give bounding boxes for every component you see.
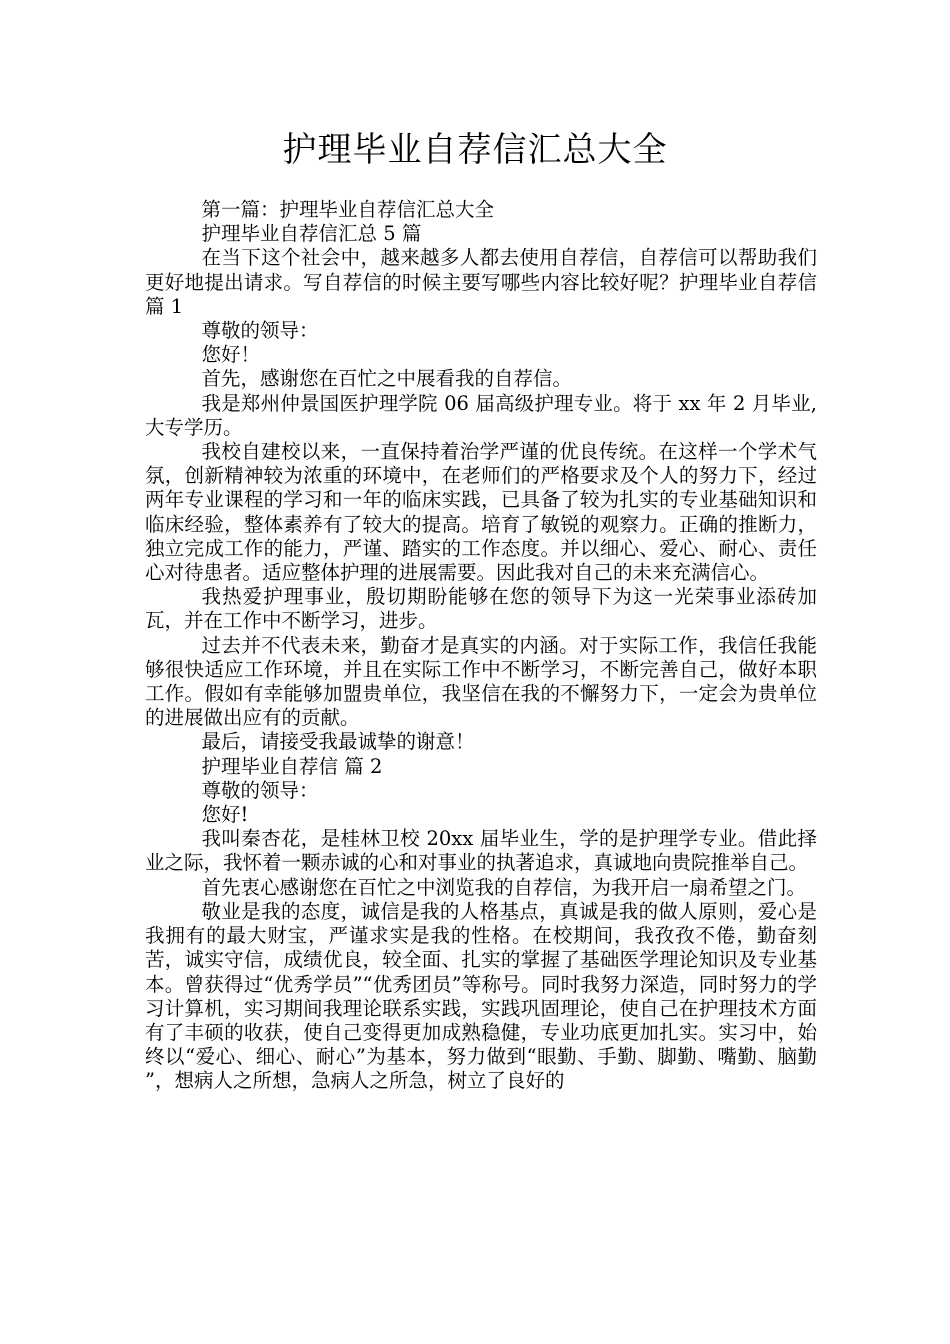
paragraph: 首先，感谢您在百忙之中展看我的自荐信。 — [201, 367, 573, 391]
paragraph: 我校自建校以来，一直保持着治学严谨的优良传统。在这样一个学术气氛，创新精神较为浓重的环境中，在老师们的严格要求及个人的努力下，经过两年专业课程的学习和一年的临床实践，已具备了较为扎实的专业基础知识和临床经验，整体素养有了较大的提高。培育了敏锐的观察力。正确的推断力，独立完成工作的能力，严谨、踏实的工作态度。并以细心、爱心、耐心、责任心对待患者。适应整体护理的进展需要。因此我对自己的未来充满信心。 — [145, 440, 817, 585]
document-body — [145, 198, 817, 1094]
paragraph: 护理毕业自荐信 篇 2 — [201, 754, 383, 778]
paragraph: 您好！ — [201, 343, 261, 367]
paragraph: 在当下这个社会中，越来越多人都去使用自荐信，自荐信可以帮助我们更好地提出请求。写自荐信的时候主要写哪些内容比较好呢？护理毕业自荐信 篇 1 — [145, 246, 817, 318]
paragraph: 最后，请接受我最诚挚的谢意！ — [201, 730, 475, 754]
paragraph: 敬业是我的态度，诚信是我的人格基点，真诚是我的做人原则，爱心是我拥有的最大财宝，严谨求实是我的性格。在校期间，我孜孜不倦，勤奋刻苦，诚实守信，成绩优良，较全面、扎实的掌握了基础医学理论知识及专业基本。曾获得过“优秀学员”“优秀团员”等称号。同时我努力深造，同时努力的学习计算机，实习期间我理论联系实践，实践巩固理论，使自己在护理技术方面有了丰硕的收获，使自己变得更加成熟稳健，专业功底更加扎实。实习中，始终以“爱心、细心、耐心”为基本，努力做到“眼勤、手勤、脚勤、嘴勤、脑勤 ”，想病人之所想，急病人之所急，树立了良好的 — [145, 899, 817, 1093]
paragraph: 我叫秦杏花，是桂林卫校 20xx 届毕业生，学的是护理学专业。借此择业之际，我怀着一颗赤诚的心和对事业的执著追求，真诚地向贵院推举自己。 — [145, 827, 817, 875]
paragraph: 首先衷心感谢您在百忙之中浏览我的自荐信，为我开启一扇希望之门。 — [201, 875, 807, 899]
paragraph: 您好! — [201, 803, 249, 827]
paragraph: 尊敬的领导： — [201, 778, 319, 802]
paragraph: 我热爱护理事业，殷切期盼能够在您的领导下为这一光荣事业添砖加瓦，并在工作中不断学习，进步。 — [145, 585, 817, 633]
paragraph: 过去并不代表未来，勤奋才是真实的内涵。对于实际工作，我信任我能够很快适应工作环境，并且在实际工作中不断学习，不断完善自己，做好本职工作。假如有幸能够加盟贵单位，我坚信在我的不懈努力下，一定会为贵单位的进展做出应有的贡献。 — [145, 633, 817, 730]
paragraph: 护理毕业自荐信汇总 5 篇 — [201, 222, 422, 246]
paragraph: 我是郑州仲景国医护理学院 06 届高级护理专业。将于 xx 年 2 月毕业,大专学历。 — [145, 391, 817, 439]
paragraph: 尊敬的领导： — [201, 319, 319, 343]
paragraph: 第一篇：护理毕业自荐信汇总大全 — [201, 198, 495, 221]
document-title: 护理毕业自荐信汇总大全 — [282, 130, 668, 170]
